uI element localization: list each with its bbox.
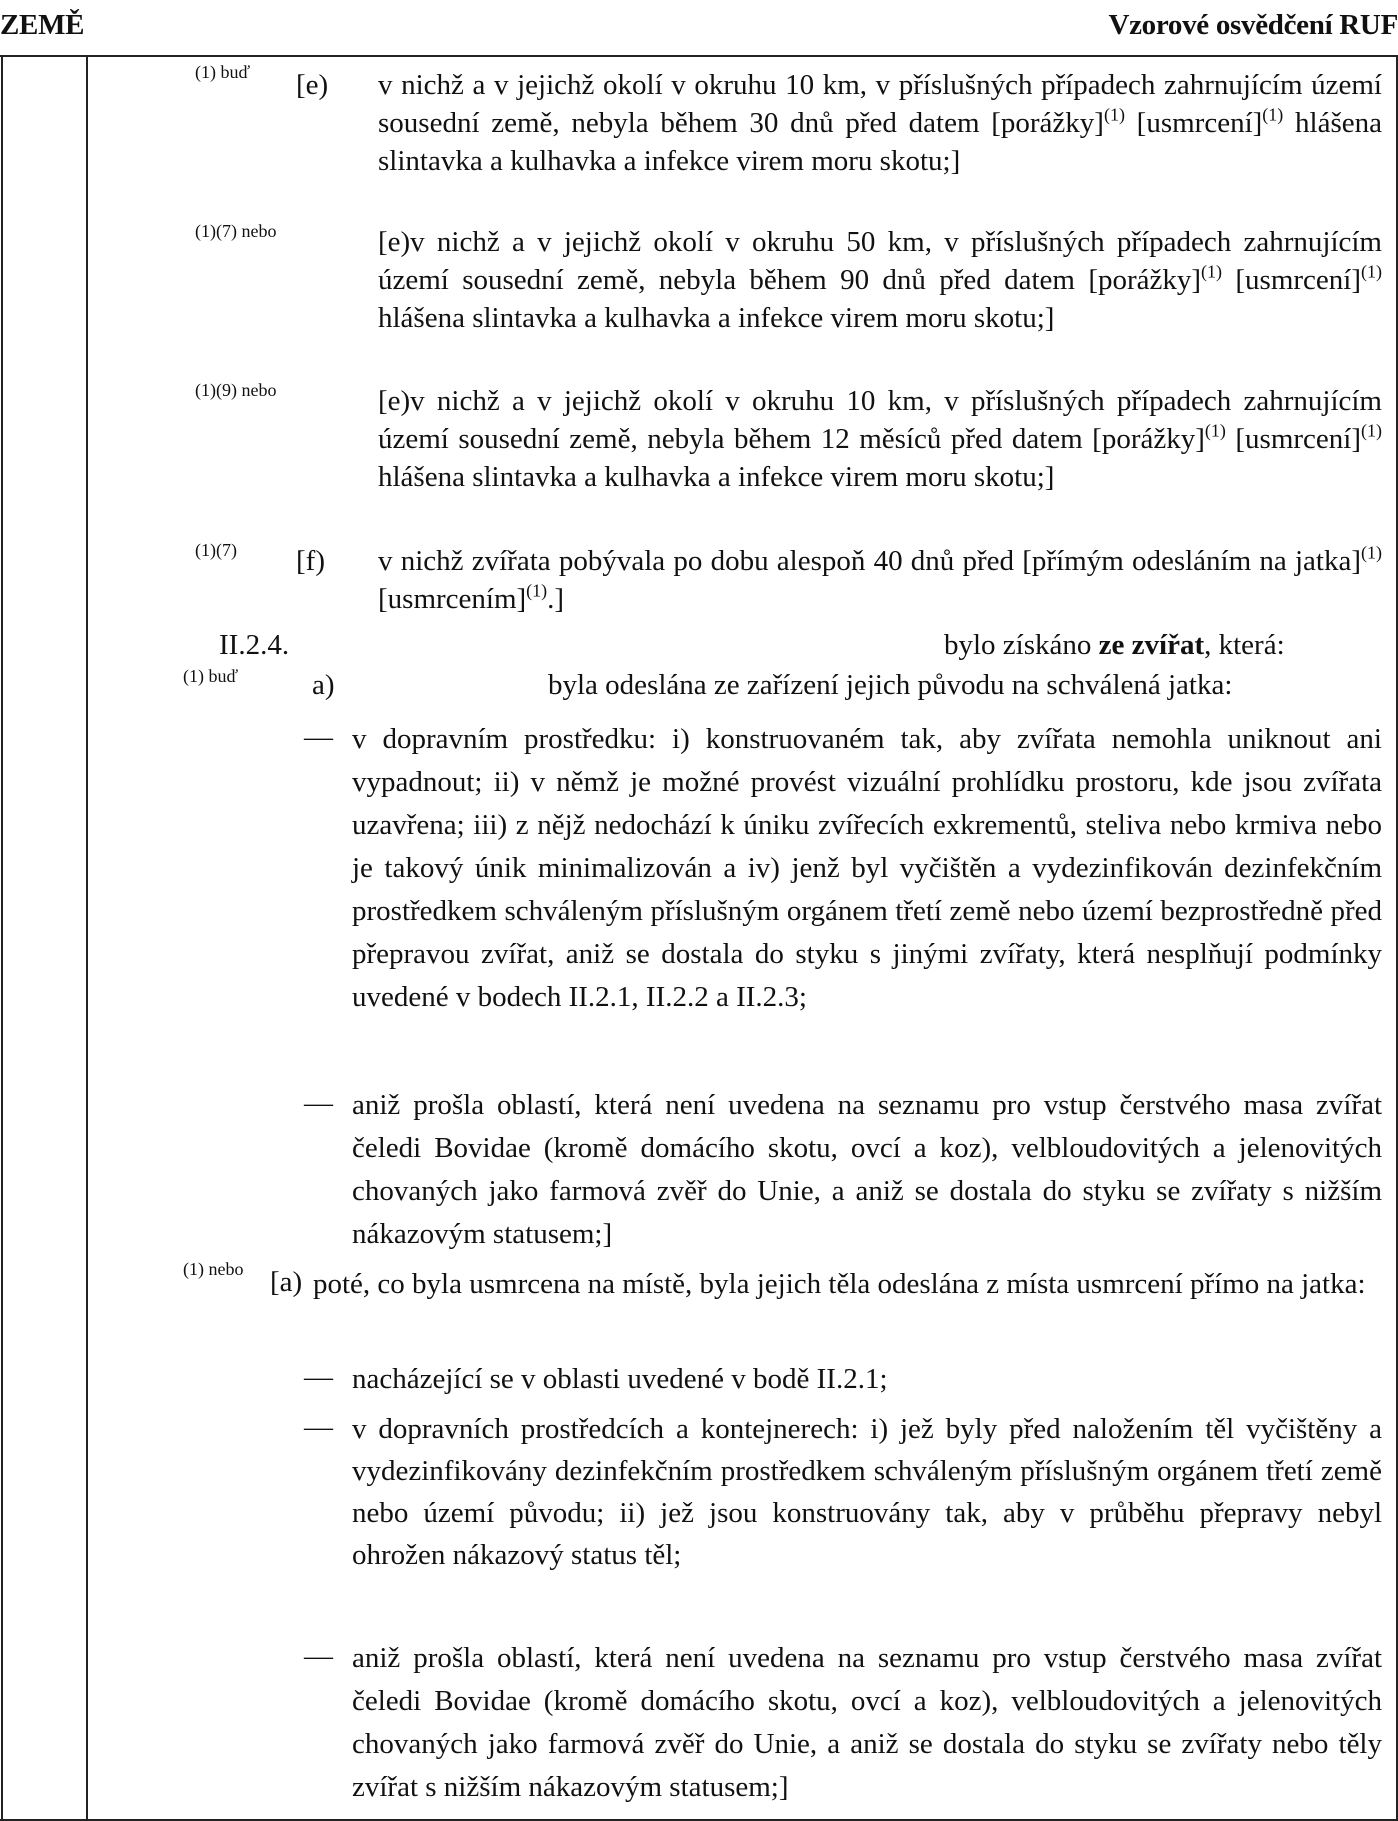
clause-text: v nichž zvířata pobývala po dobu alespoň 40 dnů před [přímým odesláním na jatka]$^{(1)}$ [usmrcením]$^{(1)}$.] <box>378 542 1382 615</box>
clause-text: [e)v nichž a v jejichž okolí v okruhu 10 km, v příslušných případech zahrnujícím území sousední země, nebyla během 12 měsíců před datem [porážky]$^{(1)}$ [usmrcení]$^{(1)}$ hlášena slintavka a kulhavka a infekce virem moru skotu;] <box>378 385 1382 493</box>
footnote-marker: (1)(7) <box>195 540 237 560</box>
frame-column-rule <box>86 55 88 1821</box>
frame-top-rule <box>0 55 1398 57</box>
bullet-dash: — <box>304 1361 333 1393</box>
clause-text: byla odeslána ze zařízení jejich původu na schválená jatka: <box>548 669 1233 701</box>
clause-label: a) <box>312 669 335 701</box>
frame-left-rule <box>1 55 3 1821</box>
clause-label: [e) <box>296 69 329 101</box>
bullet-text: aniž prošla oblastí, která není uvedena na seznamu pro vstup čerstvého masa zvířat čeledi Bovidae (kromě domácího skotu, ovcí a koz), velbloudovitých a jelenovitých chovaných jako farmová zvěř do Unie, a aniž se dostala do styku se zvířaty s nižším nákazovým statusem;] <box>352 1089 1382 1250</box>
bullet-text: v dopravním prostředku: i) konstruovaném tak, aby zvířata nemohla uniknout ani vypadnout; ii) v němž je možné provést vizuální prohlídku prostoru, kde jsou zvířata uzavřena; iii) z nějž nedochází k úniku zvířecích exkrementů, steliva nebo krmiva nebo je takový únik minimalizován a iv) jenž byl vyčištěn a vydezinfikován dezinfekčním prostředkem schváleným příslušným orgánem třetí země nebo území bezprostředně před přepravou zvířat, aniž se dostala do styku s jinými zvířaty, která nesplňují podmínky uvedené v bodech II.2.1, II.2.2 a II.2.3; <box>352 723 1382 1013</box>
clause-text: v nichž a v jejichž okolí v okruhu 10 km, v příslušných případech zahrnujícím území sousední země, nebyla během 30 dnů před datem [porážky]$^{(1)}$ [usmrcení]$^{(1)}$ hlášena slintavka a kulhavka a infekce virem moru skotu;] <box>378 69 1382 177</box>
footnote-marker: (1)(7) nebo <box>195 221 277 241</box>
section-heading: bylo získáno ze zvířat, která: <box>944 629 1285 661</box>
bullet-text: aniž prošla oblastí, která není uvedena na seznamu pro vstup čerstvého masa zvířat čeledi Bovidae (kromě domácího skotu, ovcí a koz), velbloudovitých a jelenovitých chovaných jako farmová zvěř do Unie, a aniž se dostala do styku se zvířaty nebo těly zvířat s nižším nákazovým statusem;] <box>352 1642 1382 1803</box>
footnote-marker: (1) buď <box>183 666 239 686</box>
clause-label: [f) <box>296 545 325 577</box>
clause-label: [a) <box>270 1266 303 1298</box>
clause-text: [e)v nichž a v jejichž okolí v okruhu 50 km, v příslušných případech zahrnujícím území sousední země, nebyla během 90 dnů před datem [porážky]$^{(1)}$ [usmrcení]$^{(1)}$ hlášena slintavka a kulhavka a infekce virem moru skotu;] <box>378 226 1383 334</box>
bullet-dash: — <box>304 1640 333 1672</box>
bullet-dash: — <box>304 1411 333 1443</box>
footnote-marker: (1)(9) nebo <box>195 380 277 400</box>
bullet-text: nacházející se v oblasti uvedené v bodě II.2.1; <box>352 1363 888 1395</box>
bullet-text: v dopravních prostředcích a kontejnerech: i) jež byly před naložením těl vyčištěny a vydezinfikovány dezinfekčním prostředkem schváleným příslušným orgánem třetí země nebo území původu; ii) jež jsou konstruovány tak, aby v průběhu přepravy nebyl ohrožen nákazový status těl; <box>352 1413 1382 1571</box>
footnote-marker: (1) buď <box>195 62 251 82</box>
bullet-dash: — <box>304 721 333 753</box>
footnote-marker: (1) nebo <box>183 1259 244 1279</box>
clause-text: poté, co byla usmrcena na místě, byla jejich těla odeslána z místa usmrcení přímo na jatka: <box>313 1268 1366 1300</box>
bullet-dash: — <box>304 1087 333 1119</box>
header-country: ZEMĚ <box>0 9 85 41</box>
section-number: II.2.4. <box>219 629 290 661</box>
header-certificate-title: Vzorové osvědčení RUF <box>1108 9 1398 41</box>
